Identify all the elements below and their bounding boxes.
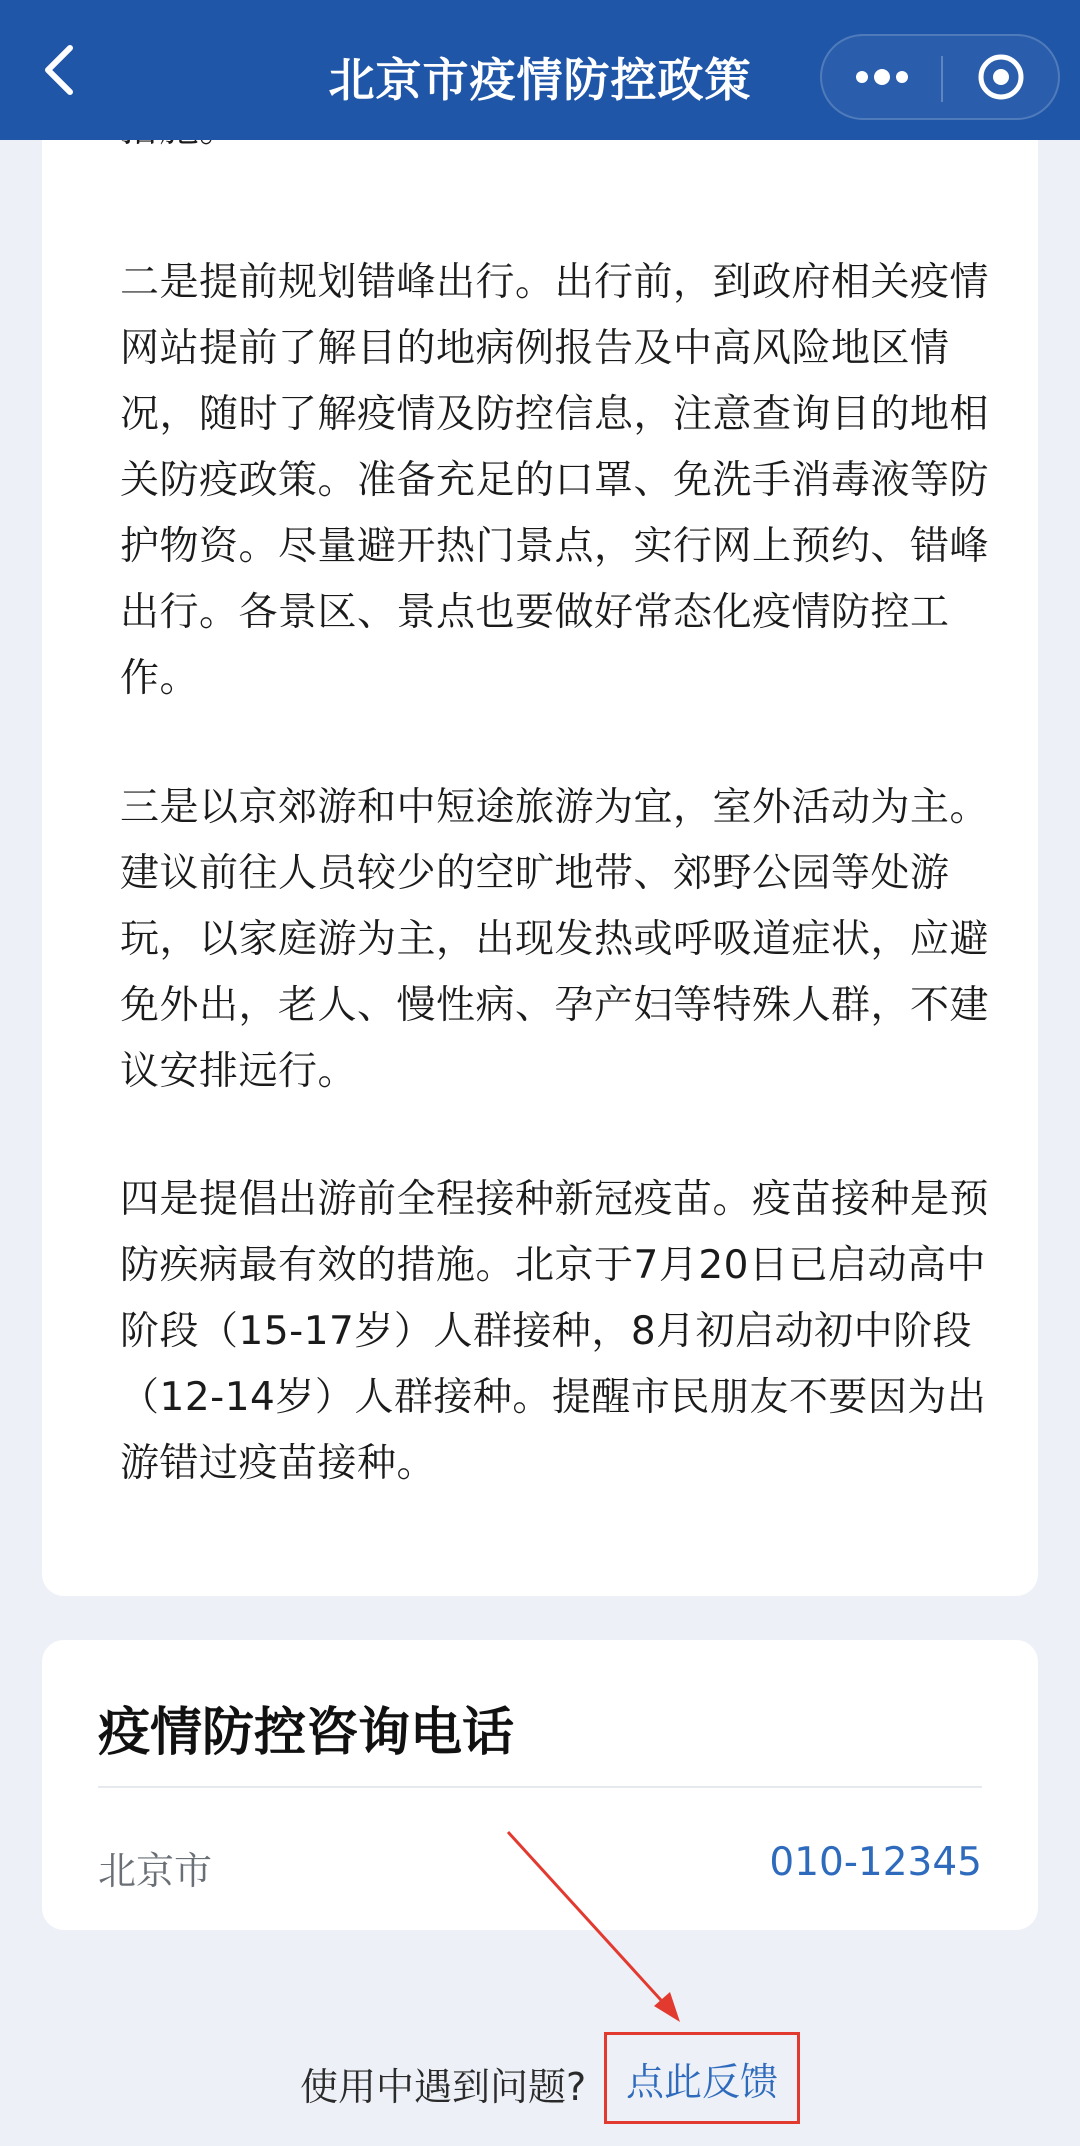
more-button[interactable] (822, 36, 941, 118)
feedback-link[interactable]: 点此反馈 (625, 2059, 778, 2104)
nav-bar (0, 0, 1080, 140)
back-button[interactable] (30, 40, 90, 100)
mini-program-capsule (820, 34, 1060, 120)
more-dots-icon (852, 67, 912, 87)
feedback-highlight-box (604, 2032, 800, 2124)
article-paragraph: 三是以京郊游和中短途旅游为宜，室外活动为主。建议前往人员较少的空旷地带、郊野公园等处游玩，以家庭游为主，出现发热或呼吸道症状，应避免外出，老人、慢性病、孕产妇等特殊人群，不建议安排远行。 (120, 785, 990, 1094)
article-paragraph: 四是提倡出游前全程接种新冠疫苗。疫苗接种是预防疾病最有效的措施。北京于7月20日已启动高中阶段（15-17岁）人群接种，8月初启动初中阶段（12-14岁）人群接种。提醒市民朋友不要因为出游错过疫苗接种。 (120, 1177, 990, 1486)
page-title: 北京市疫情防控政策 (328, 53, 752, 107)
divider (98, 1786, 982, 1788)
close-button[interactable] (943, 36, 1058, 118)
footer-question: 使用中遇到问题? (300, 2065, 587, 2109)
chevron-left-icon (40, 42, 80, 98)
target-icon (975, 51, 1027, 103)
article-paragraph: 二是提前规划错峰出行。出行前，到政府相关疫情网站提前了解目的地病例报告及中高风险地区情况，随时了解疫情及防控信息，注意查询目的地相关防疫政策。准备充足的口罩、免洗手消毒液等防护物资。尽量避开热门景点，实行网上预约、错峰出行。各景区、景点也要做好常态化疫情防控工作。 (120, 260, 990, 701)
city-label: 北京市 (98, 1849, 213, 1893)
contact-card (42, 1640, 1038, 1930)
phone-link[interactable]: 010-12345 (769, 1840, 982, 1885)
contact-title: 疫情防控咨询电话 (98, 1703, 515, 1763)
article-card (42, 110, 1038, 1596)
